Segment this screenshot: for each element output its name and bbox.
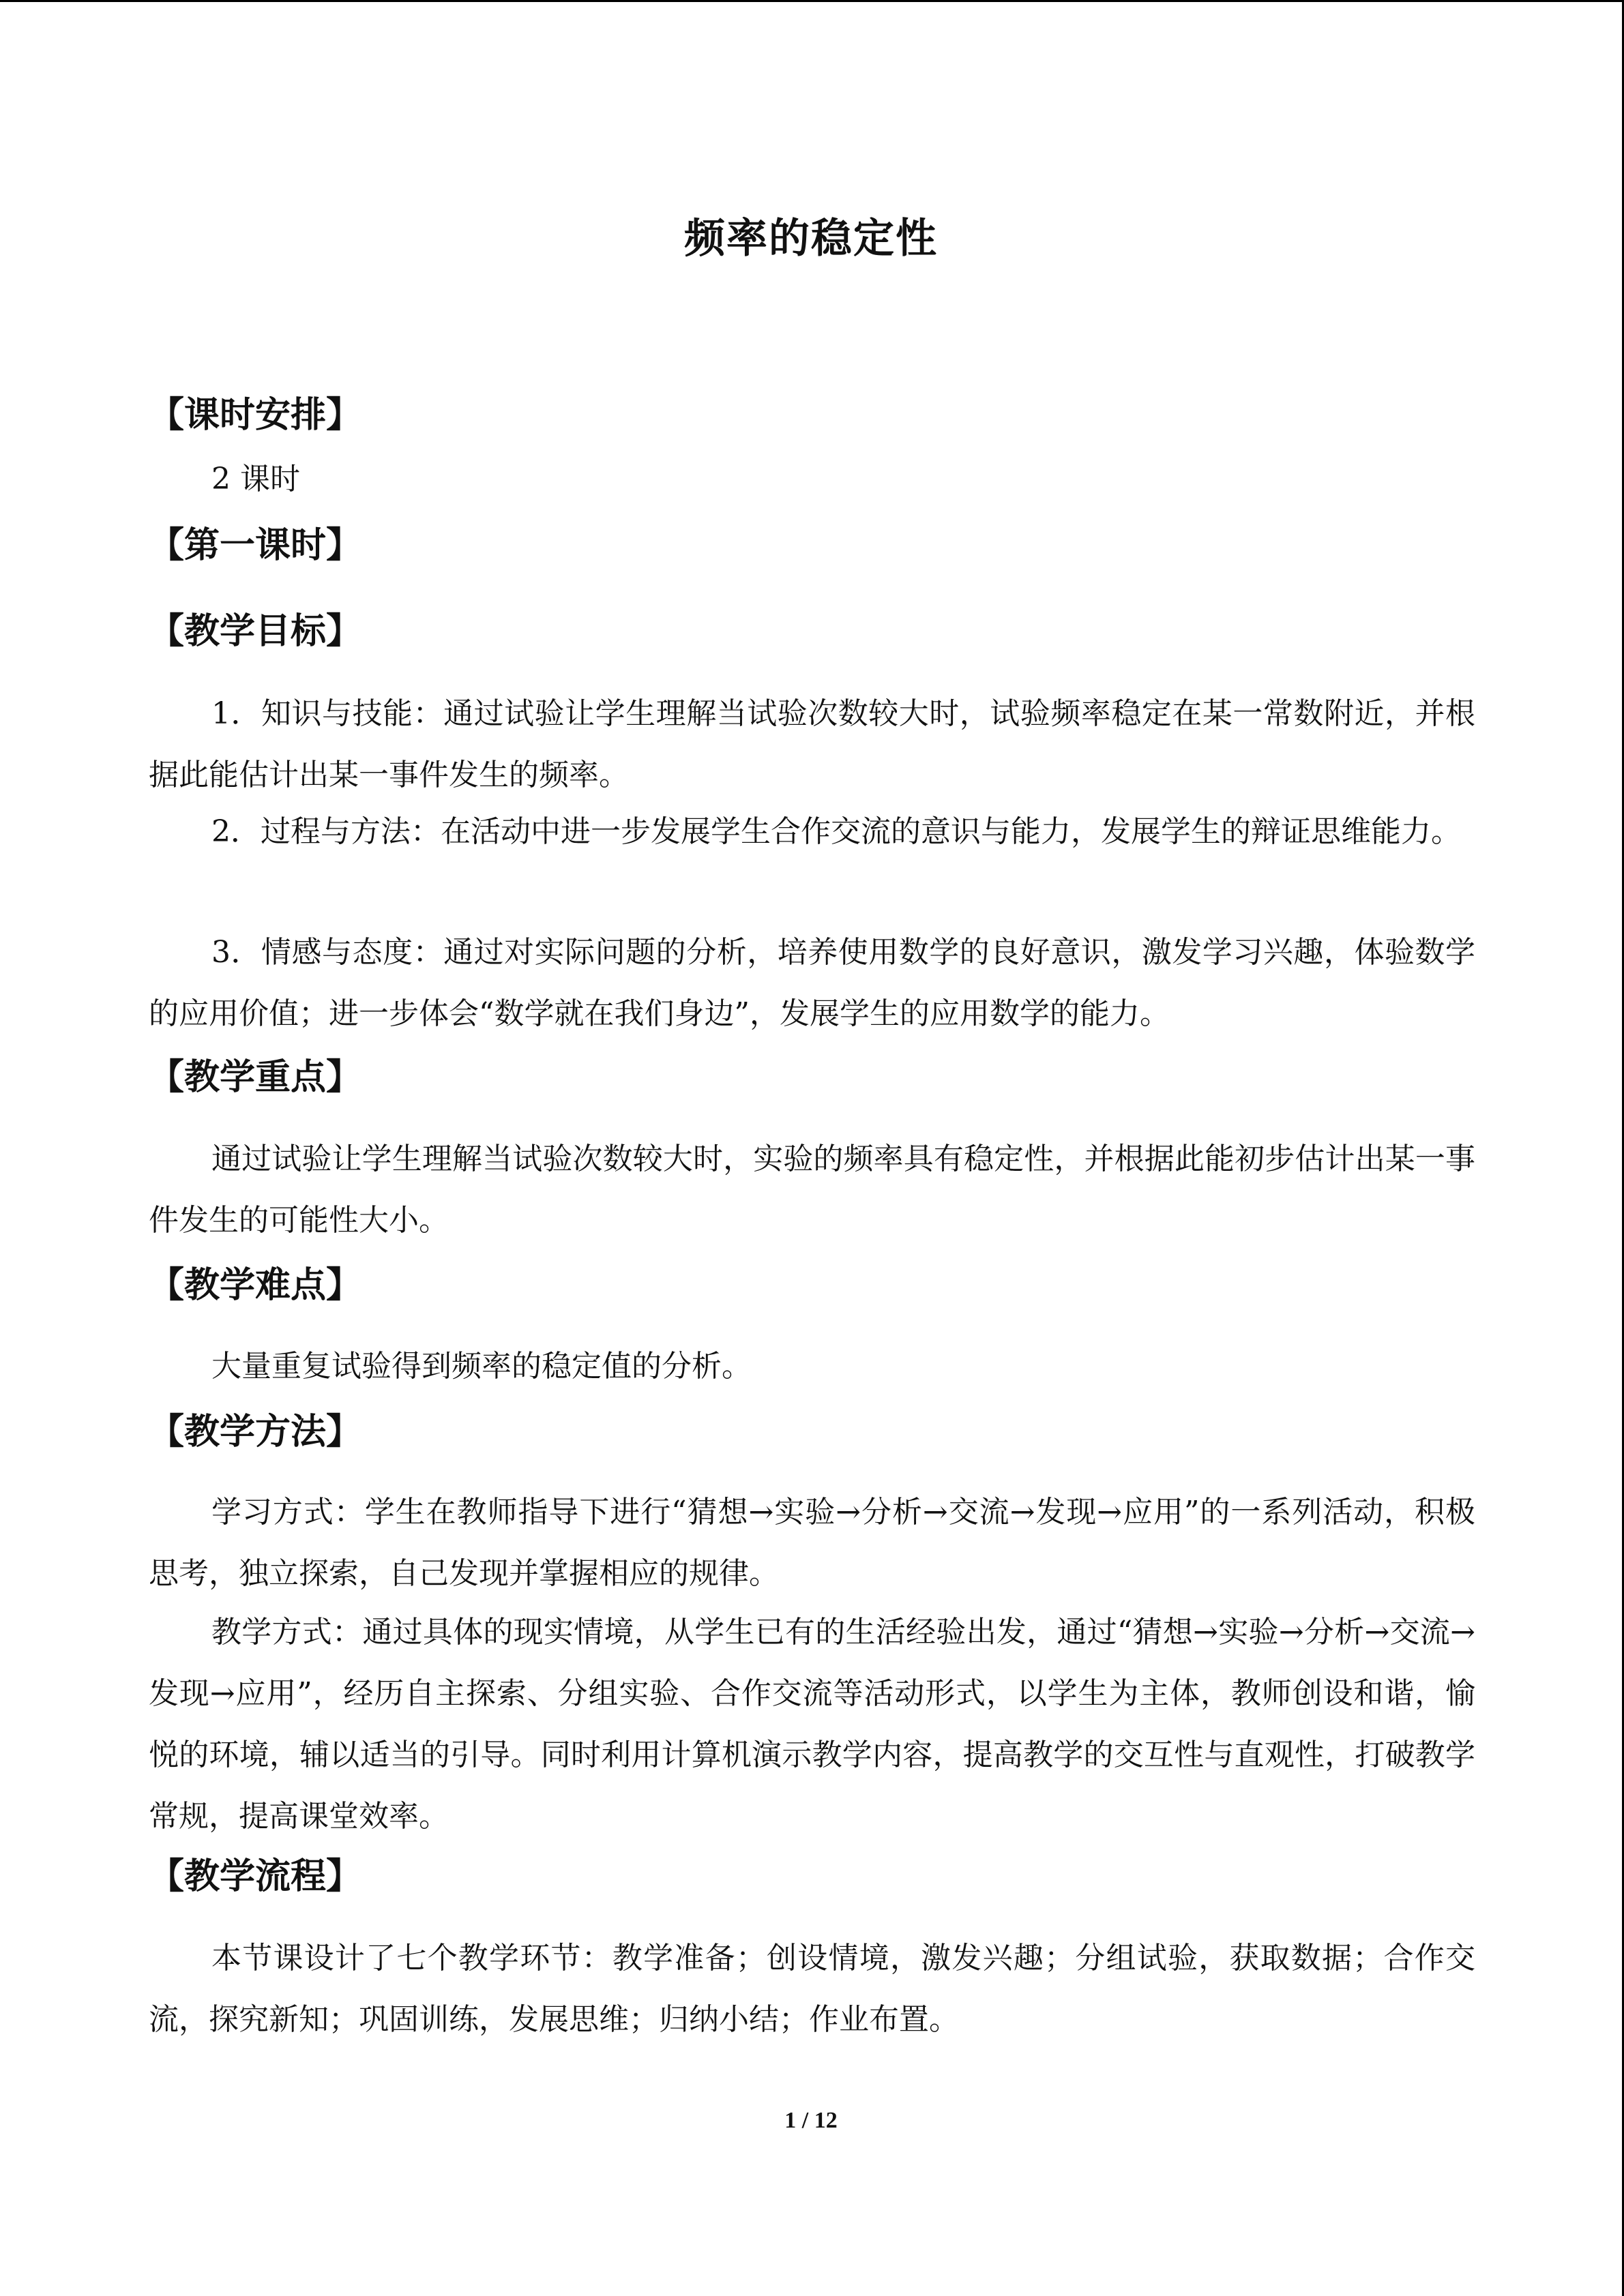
heading-objectives: 【教学目标】 (149, 611, 362, 652)
schedule-text: 2 课时 (211, 462, 300, 496)
method-learning: 学习方式：学生在教师指导下进行“猜想→实验→分析→交流→发现→应用”的一系列活动，积极思考，独立探索，自己发现并掌握相应的规律。 (149, 1495, 1475, 1591)
objective-item-1: 1．知识与技能：通过试验让学生理解当试验次数较大时，试验频率稳定在某一常数附近，并根据此能估计出某一事件发生的频率。 (149, 696, 1475, 792)
heading-process: 【教学流程】 (149, 1856, 362, 1897)
heading-methods: 【教学方法】 (149, 1412, 362, 1452)
page-number: 1 / 12 (784, 2108, 838, 2133)
heading-lesson1: 【第一课时】 (149, 525, 362, 566)
heading-schedule: 【课时安排】 (149, 395, 362, 436)
method-teaching: 教学方式：通过具体的现实情境，从学生已有的生活经验出发，通过“猜想→实验→分析→交流→发现→应用”，经历自主探索、分组实验、合作交流等活动形式，以学生为主体，教师创设和谐，愉悦的环境，辅以适当的引导。同时利用计算机演示教学内容，提高教学的交互性与直观性，打破教学常规，提高课堂效率。 (149, 1615, 1475, 1834)
objective-item-2: 2．过程与方法：在活动中进一步发展学生合作交流的意识与能力，发展学生的辩证思维能力。 (211, 814, 1461, 849)
objective-item-3: 3．情感与态度：通过对实际问题的分析，培养使用数学的良好意识，激发学习兴趣，体验数学的应用价值；进一步体会“数学就在我们身边”，发展学生的应用数学的能力。 (149, 935, 1475, 1031)
process-text: 本节课设计了七个教学环节：教学准备；创设情境，激发兴趣；分组试验，获取数据；合作交流，探究新知；巩固训练，发展思维；归纳小结；作业布置。 (149, 1941, 1475, 2037)
difficulties-text: 大量重复试验得到频率的稳定值的分析。 (211, 1349, 752, 1384)
heading-difficulties: 【教学难点】 (149, 1265, 362, 1306)
document-title: 频率的稳定性 (684, 215, 938, 263)
heading-key-points: 【教学重点】 (149, 1057, 362, 1098)
key-points-text: 通过试验让学生理解当试验次数较大时，实验的频率具有稳定性，并根据此能初步估计出某一事件发生的可能性大小。 (149, 1142, 1475, 1238)
